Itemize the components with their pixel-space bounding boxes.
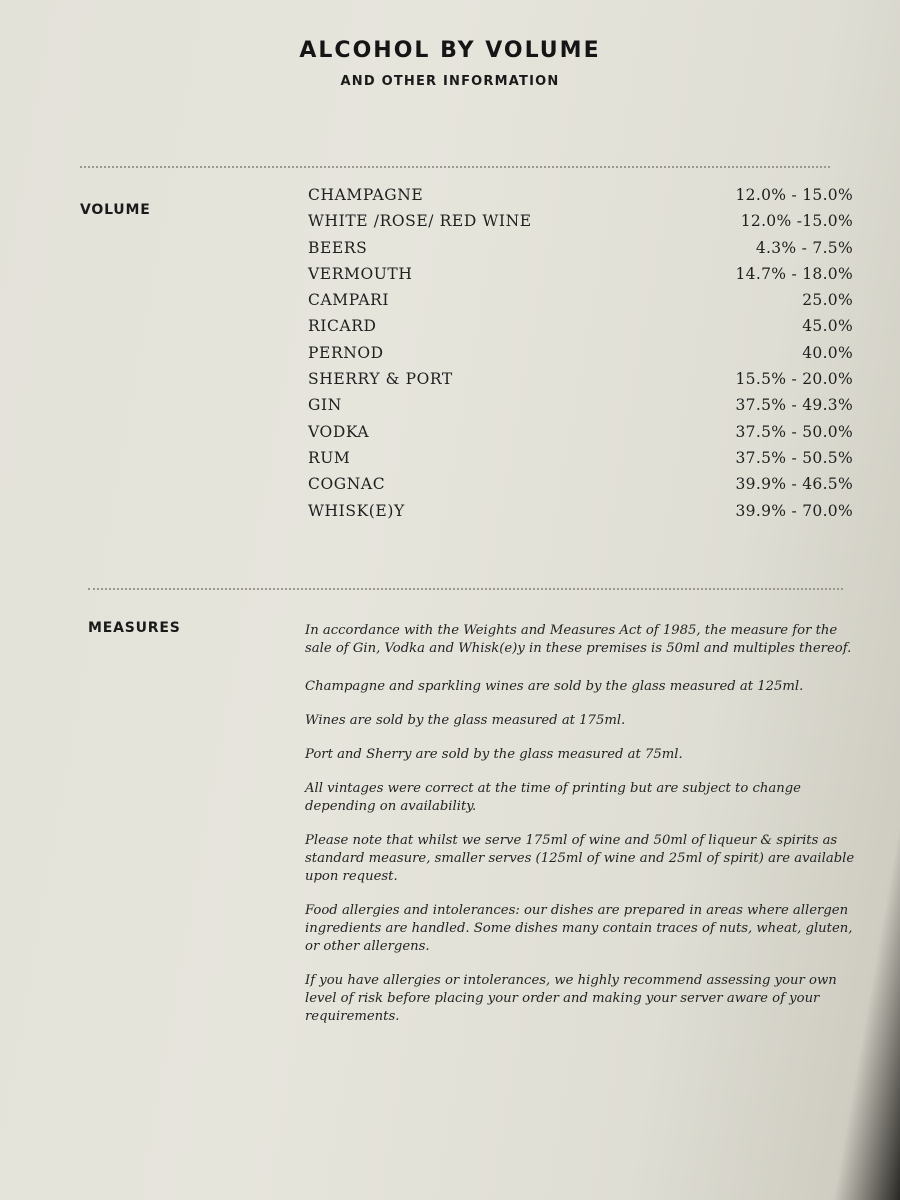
abv-row xyxy=(308,370,853,396)
drink-name: VODKA xyxy=(308,422,370,441)
measures-paragraph: If you have allergies or intolerances, we highly recommend assessing your own level of risk before placing your order and making your server aware of your requirements. xyxy=(305,973,837,1024)
abv-value: 39.9% - 70.0% xyxy=(735,501,853,520)
abv-value: 37.5% - 50.5% xyxy=(735,448,853,467)
drink-name: SHERRY & PORT xyxy=(308,370,453,389)
abv-value: 25.0% xyxy=(802,291,853,310)
drink-name: CHAMPAGNE xyxy=(308,186,424,204)
abv-row xyxy=(308,344,853,370)
abv-value: 37.5% - 50.0% xyxy=(735,422,853,441)
measures-heading: MEASURES xyxy=(88,620,181,636)
measures-paragraph: Wines are sold by the glass measured at 175ml. xyxy=(305,713,626,728)
measures-paragraph: Port and Sherry are sold by the glass measured at 75ml. xyxy=(305,747,683,762)
top-divider xyxy=(80,166,830,168)
volume-heading: VOLUME xyxy=(80,202,151,218)
drink-name: RUM xyxy=(308,448,351,467)
abv-list xyxy=(308,186,853,528)
abv-row xyxy=(308,449,853,475)
abv-value: 39.9% - 46.5% xyxy=(735,475,853,494)
abv-row xyxy=(308,423,853,449)
abv-row xyxy=(308,317,853,343)
drink-name: CAMPARI xyxy=(308,291,390,310)
measures-paragraph: All vintages were correct at the time of printing but are subject to change depending on availability. xyxy=(305,781,801,814)
abv-row xyxy=(308,396,853,422)
drink-name: PERNOD xyxy=(308,343,384,362)
drink-name: BEERS xyxy=(308,238,368,257)
abv-row xyxy=(308,502,853,528)
abv-row xyxy=(308,212,853,238)
page-subtitle: AND OTHER INFORMATION xyxy=(340,74,560,89)
page-title: ALCOHOL BY VOLUME xyxy=(299,38,601,63)
measures-paragraph: Champagne and sparkling wines are sold by the glass measured at 125ml. xyxy=(305,679,804,694)
measures-text xyxy=(305,622,860,1042)
abv-value: 15.5% - 20.0% xyxy=(735,370,853,389)
drink-name: WHISK(E)Y xyxy=(308,501,405,520)
abv-row xyxy=(308,475,853,501)
drink-name: RICARD xyxy=(308,317,377,336)
drink-name: WHITE /ROSE/ RED WINE xyxy=(308,212,532,231)
drink-name: GIN xyxy=(308,396,342,415)
abv-row xyxy=(308,186,853,212)
measures-paragraph: Please note that whilst we serve 175ml of wine and 50ml of liqueur & spirits as standard measure, smaller serves (125ml of wine and 25ml of spirit) are available upon request. xyxy=(305,833,855,884)
abv-value: 14.7% - 18.0% xyxy=(735,264,853,283)
drink-name: COGNAC xyxy=(308,475,386,494)
measures-paragraph: Food allergies and intolerances: our dishes are prepared in areas where allergen ingredients are handled. Some dishes many contain traces of nuts, wheat, gluten, or other allergens. xyxy=(305,903,853,954)
abv-row xyxy=(308,265,853,291)
abv-value: 12.0% - 15.0% xyxy=(735,186,853,204)
abv-row xyxy=(308,239,853,265)
drink-name: VERMOUTH xyxy=(308,264,413,283)
abv-value: 45.0% xyxy=(802,317,853,336)
middle-divider xyxy=(88,588,843,590)
abv-value: 12.0% -15.0% xyxy=(740,212,853,231)
abv-value: 4.3% - 7.5% xyxy=(755,238,853,257)
abv-value: 40.0% xyxy=(802,343,853,362)
measures-paragraph: In accordance with the Weights and Measures Act of 1985, the measure for the sale of Gin, Vodka and Whisk(e)y in these premises is 50ml and multiples thereof. xyxy=(305,623,852,656)
abv-row xyxy=(308,291,853,317)
abv-value: 37.5% - 49.3% xyxy=(735,396,853,415)
